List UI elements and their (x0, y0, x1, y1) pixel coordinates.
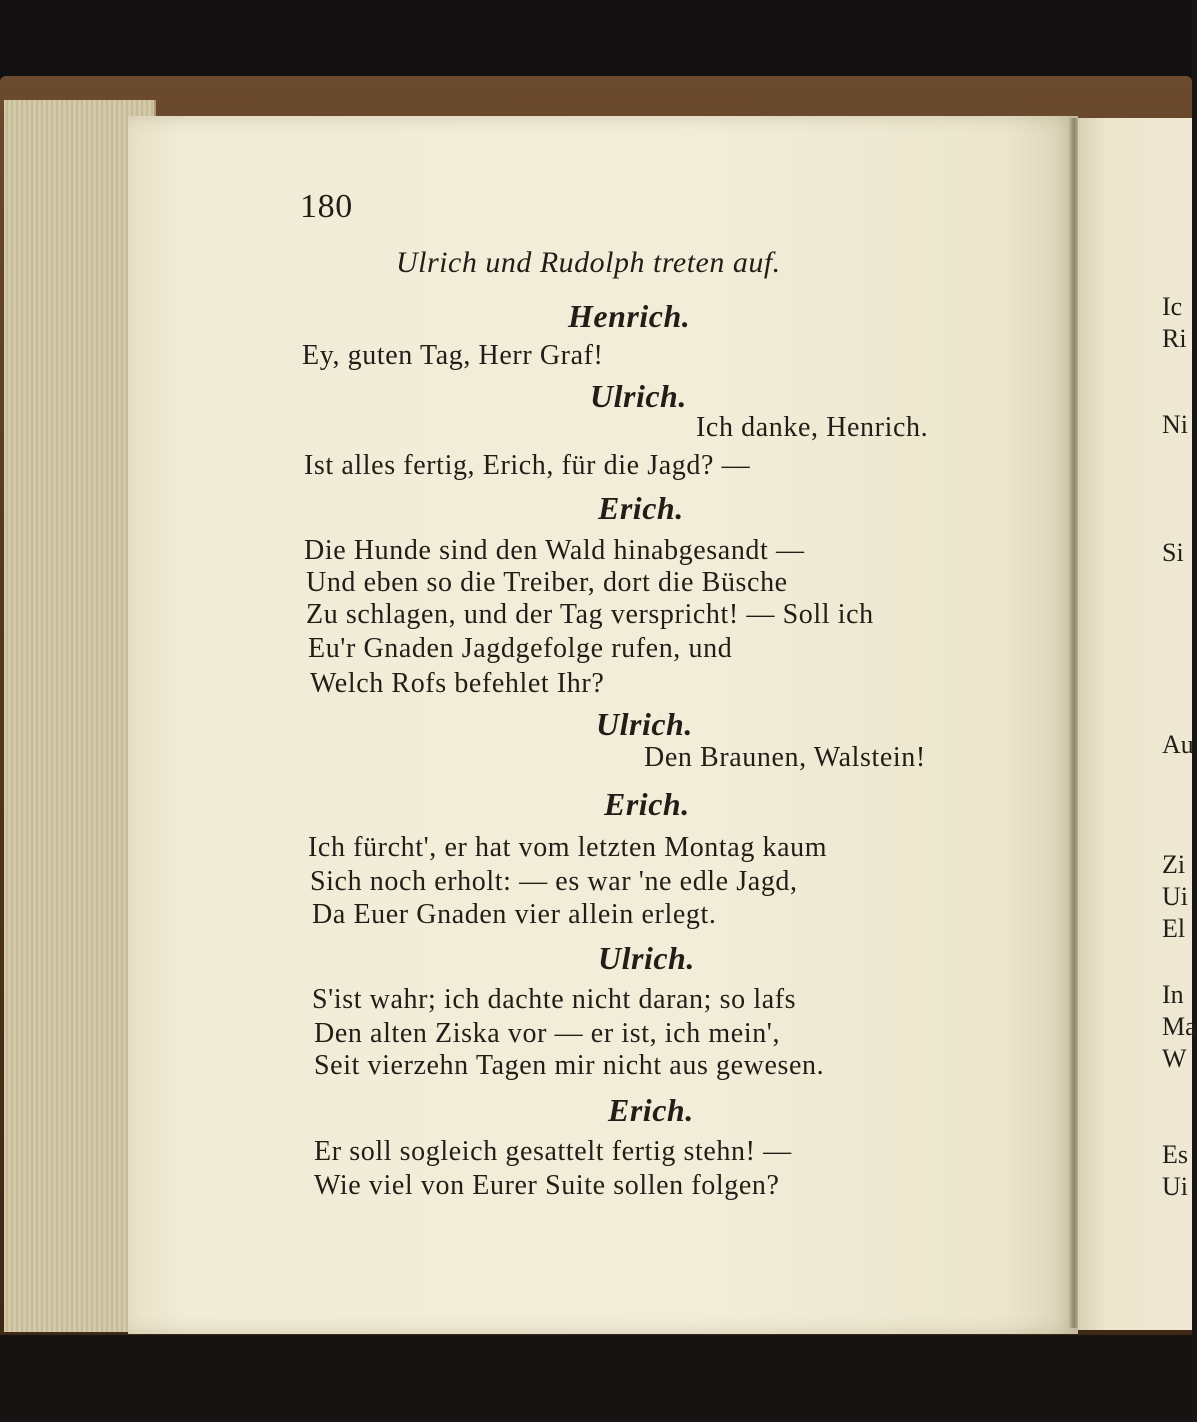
right-fragment: Es (1162, 1140, 1188, 1169)
verse-line: Die Hunde sind den Wald hinabgesandt — (304, 535, 805, 566)
right-fragment: Ui (1162, 1172, 1188, 1201)
speaker-erich: Erich. (598, 490, 684, 526)
speaker-ulrich: Ulrich. (598, 940, 695, 976)
verse-line: Da Euer Gnaden vier allein erlegt. (312, 899, 717, 930)
verse-line: Seit vierzehn Tagen mir nicht aus gewesen. (314, 1050, 825, 1081)
speaker-erich: Erich. (608, 1092, 694, 1128)
verse-line: Ich danke, Henrich. (696, 412, 929, 443)
verse-line: Zu schlagen, und der Tag verspricht! — Soll ich (306, 599, 874, 630)
right-fragment: Zi (1162, 850, 1186, 879)
speaker-henrich: Henrich. (568, 298, 691, 334)
verse-line: Den alten Ziska vor — er ist, ich mein', (314, 1018, 781, 1049)
verse-line: Ich fürcht', er hat vom letzten Montag kaum (308, 832, 828, 863)
verse-line: Sich noch erholt: — es war 'ne edle Jagd, (310, 866, 798, 897)
verse-line: Ist alles fertig, Erich, für die Jagd? — (304, 450, 751, 481)
right-fragment: Au (1162, 730, 1194, 759)
right-fragment: Si (1162, 538, 1184, 567)
verse-line: Und eben so die Treiber, dort die Büsche (306, 567, 788, 598)
verse-line: Er soll sogleich gesattelt fertig stehn! — (314, 1136, 792, 1167)
right-fragment: Ic (1162, 292, 1183, 321)
verse-line: S'ist wahr; ich dachte nicht daran; so lafs (312, 984, 797, 1015)
right-fragment: El (1162, 914, 1186, 943)
right-fragment: Ni (1162, 410, 1188, 439)
speaker-ulrich: Ulrich. (590, 378, 687, 414)
right-fragment: Ri (1162, 324, 1187, 353)
right-fragment: In (1162, 980, 1184, 1009)
verse-line: Welch Rofs befehlet Ihr? (310, 668, 605, 699)
right-fragment: Ui (1162, 882, 1188, 911)
speaker-ulrich: Ulrich. (596, 706, 693, 742)
verse-line: Den Braunen, Walstein! (644, 742, 926, 773)
speaker-erich: Erich. (604, 786, 690, 822)
page-number: 180 (300, 188, 353, 225)
stage-direction: Ulrich und Rudolph treten auf. (396, 246, 781, 279)
verse-line: Eu'r Gnaden Jagdgefolge rufen, und (308, 633, 733, 664)
verse-line: Wie viel von Eurer Suite sollen folgen? (314, 1170, 780, 1201)
verse-line: Ey, guten Tag, Herr Graf! (302, 340, 604, 371)
right-fragment: W (1162, 1044, 1187, 1073)
right-fragment: Ma (1162, 1012, 1197, 1041)
backdrop-bottom (0, 1335, 1192, 1422)
